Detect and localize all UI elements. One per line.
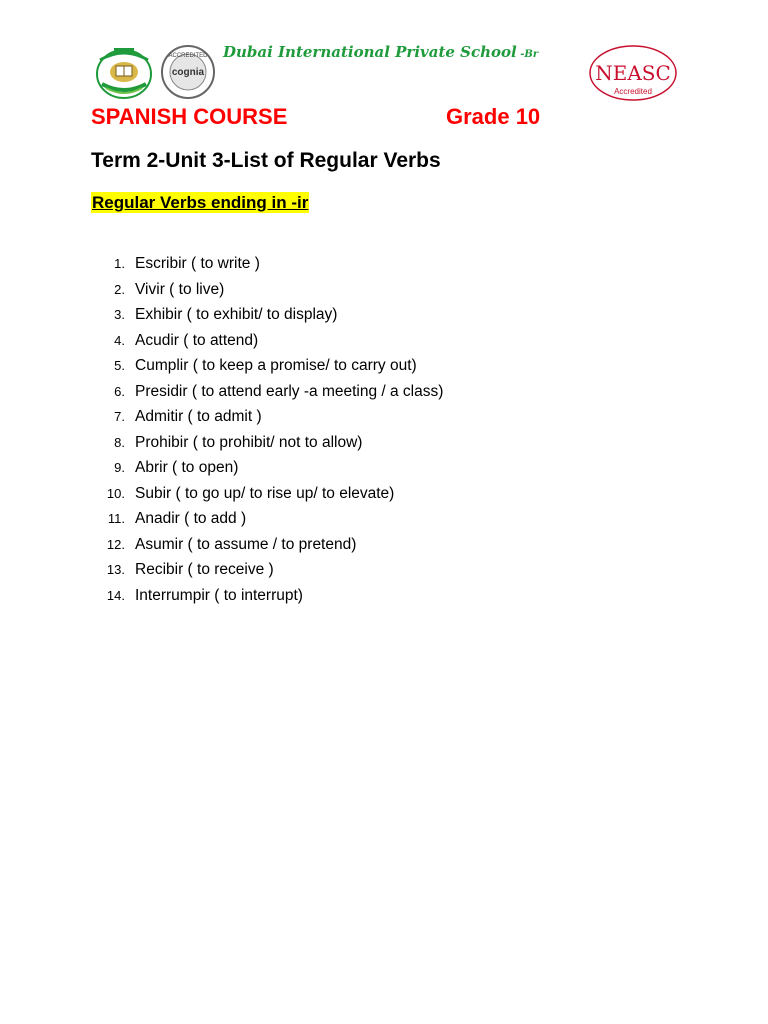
list-item — [92, 306, 443, 332]
list-number: 9. — [114, 460, 125, 475]
section-heading: Regular Verbs ending in -ir — [92, 193, 309, 212]
list-item — [92, 485, 443, 511]
list-number: 6. — [114, 383, 125, 399]
neasc-logo-text: NEASC — [595, 61, 671, 85]
list-number: 5. — [114, 358, 125, 373]
neasc-accredited-logo — [588, 44, 678, 102]
list-item — [92, 255, 443, 281]
school-name — [223, 43, 538, 61]
verb-text: Admitir ( to admit ) — [135, 408, 262, 425]
list-item — [92, 587, 443, 613]
list-item — [92, 434, 443, 460]
verb-text: Asumir ( to assume / to pretend) — [135, 535, 357, 553]
list-number: 14. — [106, 587, 125, 603]
list-item — [92, 408, 443, 434]
verb-text: Presidir ( to attend early -a meeting / a class) — [135, 382, 444, 400]
list-item — [92, 510, 443, 536]
verb-text: Acudir ( to attend) — [135, 331, 259, 349]
verb-text: Abrir ( to open) — [135, 459, 239, 476]
verb-text: Anadir ( to add ) — [135, 510, 247, 527]
verb-text: Subir ( to go up/ to rise up/ to elevate) — [135, 484, 395, 502]
list-number: 1. — [114, 256, 125, 271]
list-item — [92, 383, 443, 409]
unit-title: Term 2-Unit 3-List of Regular Verbs — [91, 149, 441, 172]
list-number: 4. — [114, 332, 125, 348]
verb-text: Vivir ( to live) — [135, 280, 225, 298]
list-item — [92, 332, 443, 358]
list-item — [92, 281, 443, 307]
list-number: 2. — [114, 281, 125, 297]
list-item — [92, 357, 443, 383]
list-item — [92, 536, 443, 562]
neasc-logo-subtext: Accredited — [614, 87, 652, 96]
list-number: 11. — [107, 511, 125, 526]
list-item — [92, 459, 443, 485]
verb-text: Recibir ( to receive ) — [135, 561, 274, 578]
list-item — [92, 561, 443, 587]
list-number: 7. — [114, 409, 125, 424]
verb-text: Escribir ( to write ) — [135, 255, 260, 272]
verb-text: Interrumpir ( to interrupt) — [135, 586, 303, 604]
verb-text: Exhibir ( to exhibit/ to display) — [135, 306, 338, 323]
list-number: 12. — [106, 536, 125, 552]
verb-text: Cumplir ( to keep a promise/ to carry out) — [135, 357, 417, 374]
verb-list — [92, 255, 443, 612]
cognia-logo-text: cognia — [171, 67, 205, 78]
course-title: SPANISH COURSE — [91, 104, 288, 129]
list-number: 3. — [114, 307, 125, 322]
school-name-text: Dubai International Private School — [223, 43, 517, 61]
school-crest-logo — [92, 44, 156, 100]
list-number: 8. — [114, 434, 125, 450]
cognia-accredited-logo — [160, 44, 216, 100]
list-number: 10. — [106, 485, 125, 501]
school-name-suffix: -Br — [516, 49, 539, 60]
cognia-ring-text: ACCREDITED — [168, 53, 208, 59]
verb-text: Prohibir ( to prohibit/ not to allow) — [135, 433, 363, 451]
grade-label: Grade 10 — [446, 104, 541, 129]
list-number: 13. — [106, 562, 125, 577]
